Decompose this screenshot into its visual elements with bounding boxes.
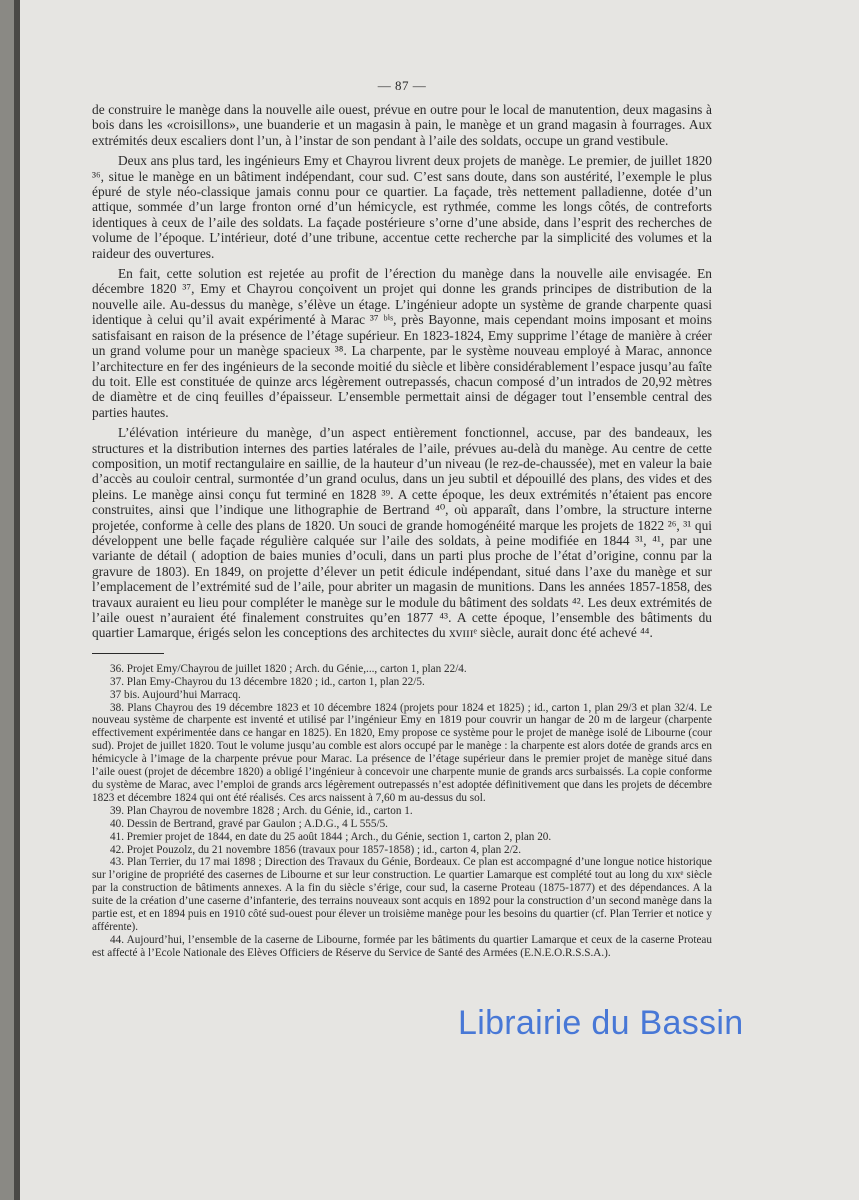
footnote: 44. Aujourd’hui, l’ensemble de la caserne de Libourne, formée par les bâtiments du quartier Lamarque et ceux de la caserne Proteau est affecté à l’Ecole Nationale des Elèves Officiers de Réserve du Service de Santé des Armées (E.N.E.O.R.S.S.A.). xyxy=(92,933,712,959)
footnote: 43. Plan Terrier, du 17 mai 1898 ; Direction des Travaux du Génie, Bordeaux. Ce plan est accompagné d’une longue notice historique sur l’origine de propriété des casernes de Libourne et sur leur construction. Le quartier Lamarque est complété tout au long du xɪxᵉ siècle par la construction de bâtiments annexes. A la fin du siècle s’érige, cour sud, la caserne Proteau (1875-1877) et des dépendances. A la suite de la création d’une caserne d’infanterie, des terrains nouveaux sont acquis en 1892 pour la construction d’un second manège dans la partie est, et en 1894 puis en 1910 côté sud-ouest pour élever un troisième manège pour les besoins du quartier (cf. Plan Terrier et notice y afférente). xyxy=(92,856,712,933)
paragraph: En fait, cette solution est rejetée au profit de l’érection du manège dans la nouvelle aile envisagée. En décembre 1820 ³⁷, Emy et Chayrou conçoivent un projet qui donne les grands principes de distribution de la nouvelle aile. Au-dessus du manège, s’élève un étage. L’ingénieur adopte un système de grande charpente quasi identique à celui qu’il avait expérimenté à Marac ³⁷ ᵇⁱˢ, près Bayonne, mais cependant moins imposant et moins satisfaisant en raison de la présence de l’étage supérieur. En 1823-1824, Emy supprime l’étage de manière à créer un grand volume pour un manège spacieux ³⁸. La charpente, par le système nouveau employé à Marac, annonce l’architecture en fer des ingénieurs de la seconde moitié du siècle et libère considérablement l’espace jusqu’au faîte du toit. Elle est constituée de quinze arcs légèrement outrepassés, chacun composé d’un intrados de 20,92 mètres de diamètre et de cinq feuilles d’épaisseur. L’ensemble permettait ainsi de dégager tout l’ensemble central des parties hautes. xyxy=(92,266,712,420)
paragraph: Deux ans plus tard, les ingénieurs Emy et Chayrou livrent deux projets de manège. Le premier, de juillet 1820 ³⁶, situe le manège en un bâtiment indépendant, cour sud. C’est sans doute, dans son austérité, l’exemple le plus épuré de style néo-classique jamais connu pour ce quartier. La façade, très nettement palladienne, dotée d’un attique, sommée d’un large fronton orné d’un hémicycle, est rythmée, comme les longs côtés, de contreforts identiques à ceux de l’aile des soldats. La façade postérieure s’orne d’une abside, dans l’esprit des recherches de volume de l’époque. L’intérieur, doté d’une tribune, accentue cette recherche par la simplicité des volumes et la raideur des ouvertures. xyxy=(92,153,712,261)
footnotes xyxy=(92,663,712,960)
footnote: 42. Projet Pouzolz, du 21 novembre 1856 (travaux pour 1857-1858) ; id., carton 4, plan 2/2. xyxy=(110,843,522,856)
footnote: 37 bis. Aujourd’hui Marracq. xyxy=(110,688,241,701)
watermark: Librairie du Bassin xyxy=(458,1004,744,1042)
footnote: 36. Projet Emy/Chayrou de juillet 1820 ; Arch. du Génie,..., carton 1, plan 22/4. xyxy=(110,662,467,675)
body-text xyxy=(92,102,712,641)
paragraph: de construire le manège dans la nouvelle aile ouest, prévue en outre pour le local de manutention, deux magasins à bois dans les «croisillons», une buanderie et un magasin à pain, le manège et un grand magasin à fourrages. Aux extrémités deux escaliers dont l’un, à l’instar de son pendant à l’aile des soldats, occupe un grand vestibule. xyxy=(92,102,712,148)
paragraph: L’élévation intérieure du manège, d’un aspect entièrement fonctionnel, accuse, par des bandeaux, les structures et la distribution internes des parties latérales de l’aile, prévues au-delà du manège. Au centre de cette composition, un motif rectangulaire en saillie, de la hauteur d’un niveau (le rez-de-chaussée), met en valeur la baie d’accès au couloir central, surmontée d’un grand oculus, dans un jeu subtil et dépouillé des plans, des vides et des pleins. Le manège ainsi conçu fut terminé en 1828 ³⁹. A cette époque, les deux extrémités n’étaient pas encore construites, ainsi que l’indique une lithographie de Bertrand ⁴⁰, où apparaît, dans l’ombre, la structure interne projetée, conforme à celle des plans de 1820. Un souci de grande homogénéité marque les projets de 1822 ²⁶, ³¹ qui développent une belle façade régulière calquée sur l’aile des soldats, à peine modifiée en 1844 ³¹, ⁴¹, par une variante de détail ( adoption de baies munies d’oculi, dans un parti plus proche de l’état d’origine, connu par la gravure de 1803). En 1849, on projette d’élever un petit édicule indépendant, situé dans l’axe du manège et sur l’emplacement de l’extrémité sud de l’aile, pour abriter un magasin de munitions. Dans les années 1857-1858, des travaux auraient eu lieu pour compléter le manège sur le module du bâtiment des soldats ⁴². Les deux extrémités de l’aile ouest n’auraient été finalement construites qu’en 1877 ⁴³. A cette époque, l’ensemble des bâtiments du quartier Lamarque, érigés selon les conceptions des architectes du xᴠɪɪɪᵉ siècle, aurait donc été achevé ⁴⁴. xyxy=(92,425,712,641)
page-content xyxy=(92,78,712,960)
footnote: 37. Plan Emy-Chayrou du 13 décembre 1820 ; id., carton 1, plan 22/5. xyxy=(110,675,425,688)
footnote: 41. Premier projet de 1844, en date du 25 août 1844 ; Arch., du Génie, section 1, carton 2, plan 20. xyxy=(110,830,552,843)
footnote-separator xyxy=(92,653,164,654)
adjacent-page-edge xyxy=(0,0,20,1200)
footnote: 40. Dessin de Bertrand, gravé par Gaulon ; A.D.G., 4 L 555/5. xyxy=(110,817,388,830)
page-number: — 87 — xyxy=(377,78,427,93)
footnote: 39. Plan Chayrou de novembre 1828 ; Arch. du Génie, id., carton 1. xyxy=(110,804,413,817)
footnote: 38. Plans Chayrou des 19 décembre 1823 et 10 décembre 1824 (projets pour 1824 et 1825) ; id., carton 1, plan 29/3 et plan 32/4. Le nouveau système de charpente est inventé et utilisé par l’ingénieur Emy en 1819 pour couvrir un hangar de 20 m de largeur (charpente effectivement expérimentée dans ce hangar en 1825). En 1820, Emy propose ce système pour le projet de manège isolé de Libourne (cour sud). Projet de juillet 1820. Tout le volume jusqu’au comble est alors occupé par le manège : la charpente est alors dotée de grands arcs en hémicycle à l’image de la charpente prévue pour Marac. La présence de l’étage supérieur dans le premier projet de manège situé dans l’aile ouest (projet de décembre 1820) a obligé l’ingénieur à concevoir une charpente munie de grands arcs surbaissés. La copie conforme du système de Marac, avec l’emploi de grands arcs légèrement outrepassés n’est adoptée définitivement que dans les projets de décembre 1823 et décembre 1824 qui ont été réalisés. Ces arcs naissent à 7,60 m au-dessus du sol. xyxy=(92,701,712,804)
